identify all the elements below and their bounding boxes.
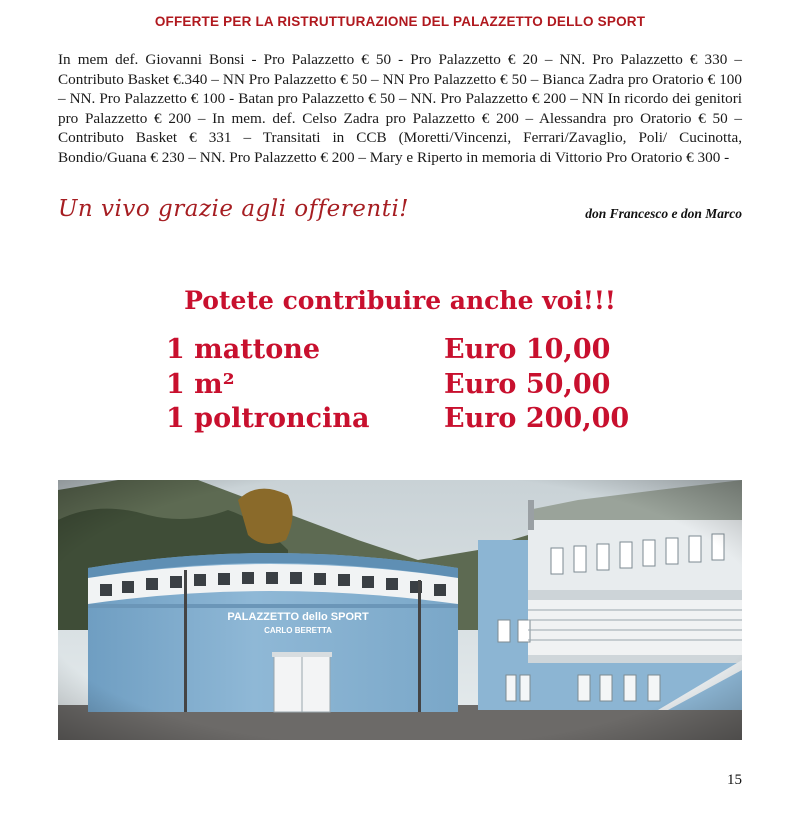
price-value: Euro 200,00 xyxy=(444,403,630,434)
price-item: 1 poltroncina xyxy=(166,403,370,434)
thanks-script: Un vivo grazie agli offerenti! xyxy=(58,196,410,222)
signature: don Francesco e don Marco xyxy=(585,206,742,221)
price-item: 1 m² xyxy=(166,369,235,400)
price-value: Euro 50,00 xyxy=(444,369,611,400)
building-illustration xyxy=(58,480,742,740)
palazzetto-photo xyxy=(58,480,742,740)
page-number: 15 xyxy=(727,772,742,788)
contribute-heading: Potete contribuire anche voi!!! xyxy=(184,286,616,315)
offerings-paragraph: In mem def. Giovanni Bonsi - Pro Palazzetto € 50 - Pro Palazzetto € 20 – NN. Pro Palazzetto € 330 – Contributo Basket €.340 – NN Pro Palazzetto € 50 – NN Pro Palazzetto € 50 – Bianca Zadra pro Oratorio € 100 – NN. Pro Palazzetto € 100 - Batan pro Palazzetto € 50 – NN. Pro Palazzetto € 200 – NN In ricordo dei genitori pro Palazzetto € 200 – In mem. def. Celso Zadra pro Palazzetto € 200 – Alessandra pro Oratorio € 50 – Contributo Basket € 331 – Transitati in CCB (Moretti/Vincenzi, Ferrari/Zavaglio, Poli/ Cucinotta, Bondio/Guana € 230 – NN. Pro Palazzetto € 200 – Mary e Riperto in memoria di Vittorio Pro Oratorio € 300 - xyxy=(58,51,742,166)
price-item: 1 mattone xyxy=(166,334,321,365)
price-value: Euro 10,00 xyxy=(444,334,611,365)
page-header: OFFERTE PER LA RISTRUTTURAZIONE DEL PALAZZETTO DELLO SPORT xyxy=(154,14,646,29)
